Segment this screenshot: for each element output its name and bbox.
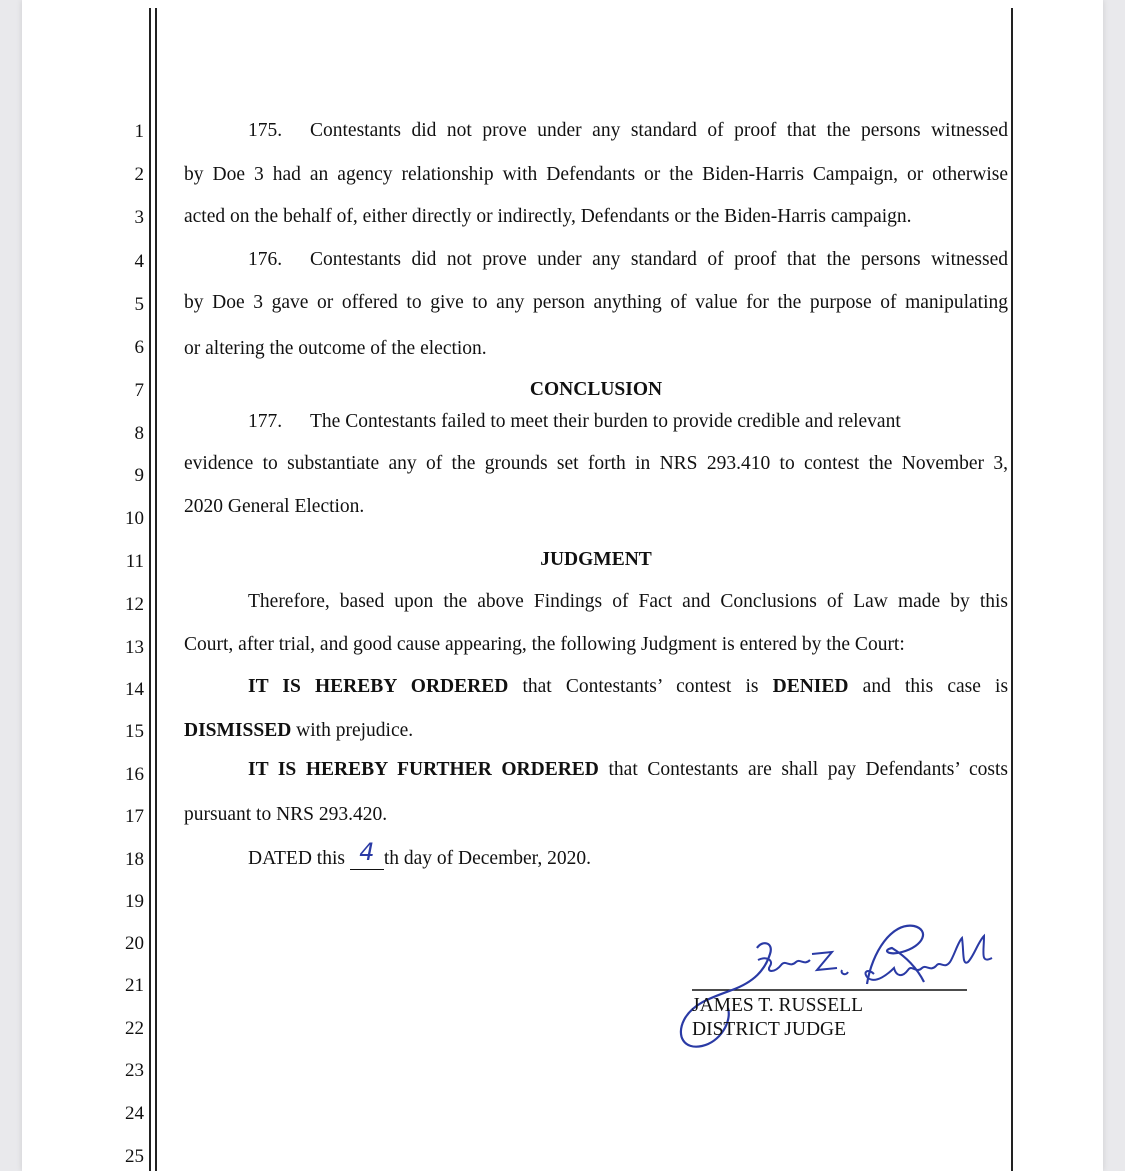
line-number: 23 <box>125 1060 144 1081</box>
line-number: 7 <box>134 380 144 401</box>
line-number: 2 <box>134 164 144 185</box>
order-text: that Contestants’ contest is <box>522 676 759 697</box>
line-number: 16 <box>125 764 144 785</box>
dated-prefix: DATED this <box>248 848 345 869</box>
line-number: 18 <box>125 849 144 870</box>
line-number: 4 <box>134 251 144 272</box>
paragraph-175-line-3: acted on the behalf of, either directly or indirectly, Defendants or the Biden-Harris campaign. <box>184 206 912 227</box>
paragraph-175-line-2: by Doe 3 had an agency relationship with Defendants or the Biden-Harris Campaign, or otherwise <box>184 164 1008 185</box>
paragraph-number: 177. <box>248 411 283 432</box>
paragraph-number: 176. <box>248 249 283 270</box>
line-number: 21 <box>125 975 144 996</box>
line-number: 3 <box>134 207 144 228</box>
line-number: 15 <box>125 721 144 742</box>
line-number: 25 <box>125 1146 144 1167</box>
denied-bold: DENIED <box>772 676 849 697</box>
paragraph-176-line-1 <box>248 248 1008 272</box>
paragraph-177-line-2: evidence to substantiate any of the grounds set forth in NRS 293.410 to contest the November 3, <box>184 453 1008 474</box>
line-number: 19 <box>125 891 144 912</box>
paragraph-176-line-2: by Doe 3 gave or offered to give to any person anything of value for the purpose of manipulating <box>184 292 1008 313</box>
line-number: 13 <box>125 637 144 658</box>
line-number: 17 <box>125 806 144 827</box>
line-number: 11 <box>125 551 144 572</box>
dated-line <box>248 838 591 871</box>
document-page <box>22 0 1103 1171</box>
handwritten-day: 4 <box>359 838 375 866</box>
line-number: 8 <box>134 423 144 444</box>
order-bold: IT IS HEREBY ORDERED <box>248 676 509 697</box>
judgment-line-1: Therefore, based upon the above Findings of Fact and Conclusions of Law made by this <box>248 591 1008 612</box>
line-number: 24 <box>125 1103 144 1124</box>
date-blank <box>350 838 384 870</box>
dated-suffix: th day of December, 2020. <box>383 848 591 869</box>
line-number: 10 <box>125 508 144 529</box>
judgment-heading: JUDGMENT <box>540 549 652 570</box>
judgment-line-2: Court, after trial, and good cause appearing, the following Judgment is entered by the Court: <box>184 634 905 655</box>
left-margin-rule-outer <box>149 8 151 1171</box>
paragraph-number: 175. <box>248 120 283 141</box>
paragraph-text: The Contestants failed to meet their burden to provide credible and relevant <box>310 411 901 432</box>
order-1-line-1 <box>248 675 1008 699</box>
paragraph-177-line-1 <box>248 410 1008 434</box>
order-text: and this case is <box>862 676 1009 697</box>
order-text: that Contestants are shall pay Defendants’ costs <box>608 759 1008 780</box>
paragraph-text: Contestants did not prove under any standard of proof that the persons witnessed <box>310 120 1008 141</box>
order-2-line-2: pursuant to NRS 293.420. <box>184 804 388 825</box>
line-number: 9 <box>134 465 144 486</box>
left-margin-rule-inner <box>155 8 157 1171</box>
judge-title: DISTRICT JUDGE <box>692 1019 847 1040</box>
order-bold: IT IS HEREBY FURTHER ORDERED <box>248 759 599 780</box>
paragraph-175-line-1 <box>248 119 1008 143</box>
line-number: 5 <box>134 294 144 315</box>
order-2-line-1 <box>248 758 1008 782</box>
line-number: 6 <box>134 337 144 358</box>
order-text: with prejudice. <box>296 720 414 741</box>
paragraph-176-line-3: or altering the outcome of the election. <box>184 338 487 359</box>
dismissed-bold: DISMISSED <box>184 720 292 741</box>
line-number: 12 <box>125 594 144 615</box>
conclusion-heading: CONCLUSION <box>529 379 663 400</box>
line-number: 20 <box>125 933 144 954</box>
line-number: 14 <box>125 679 144 700</box>
line-number: 1 <box>134 121 144 142</box>
paragraph-177-line-3: 2020 General Election. <box>184 496 365 517</box>
order-1-line-2 <box>184 719 413 743</box>
judge-name: JAMES T. RUSSELL <box>692 995 864 1016</box>
line-number: 22 <box>125 1018 144 1039</box>
paragraph-text: Contestants did not prove under any standard of proof that the persons witnessed <box>310 249 1008 270</box>
